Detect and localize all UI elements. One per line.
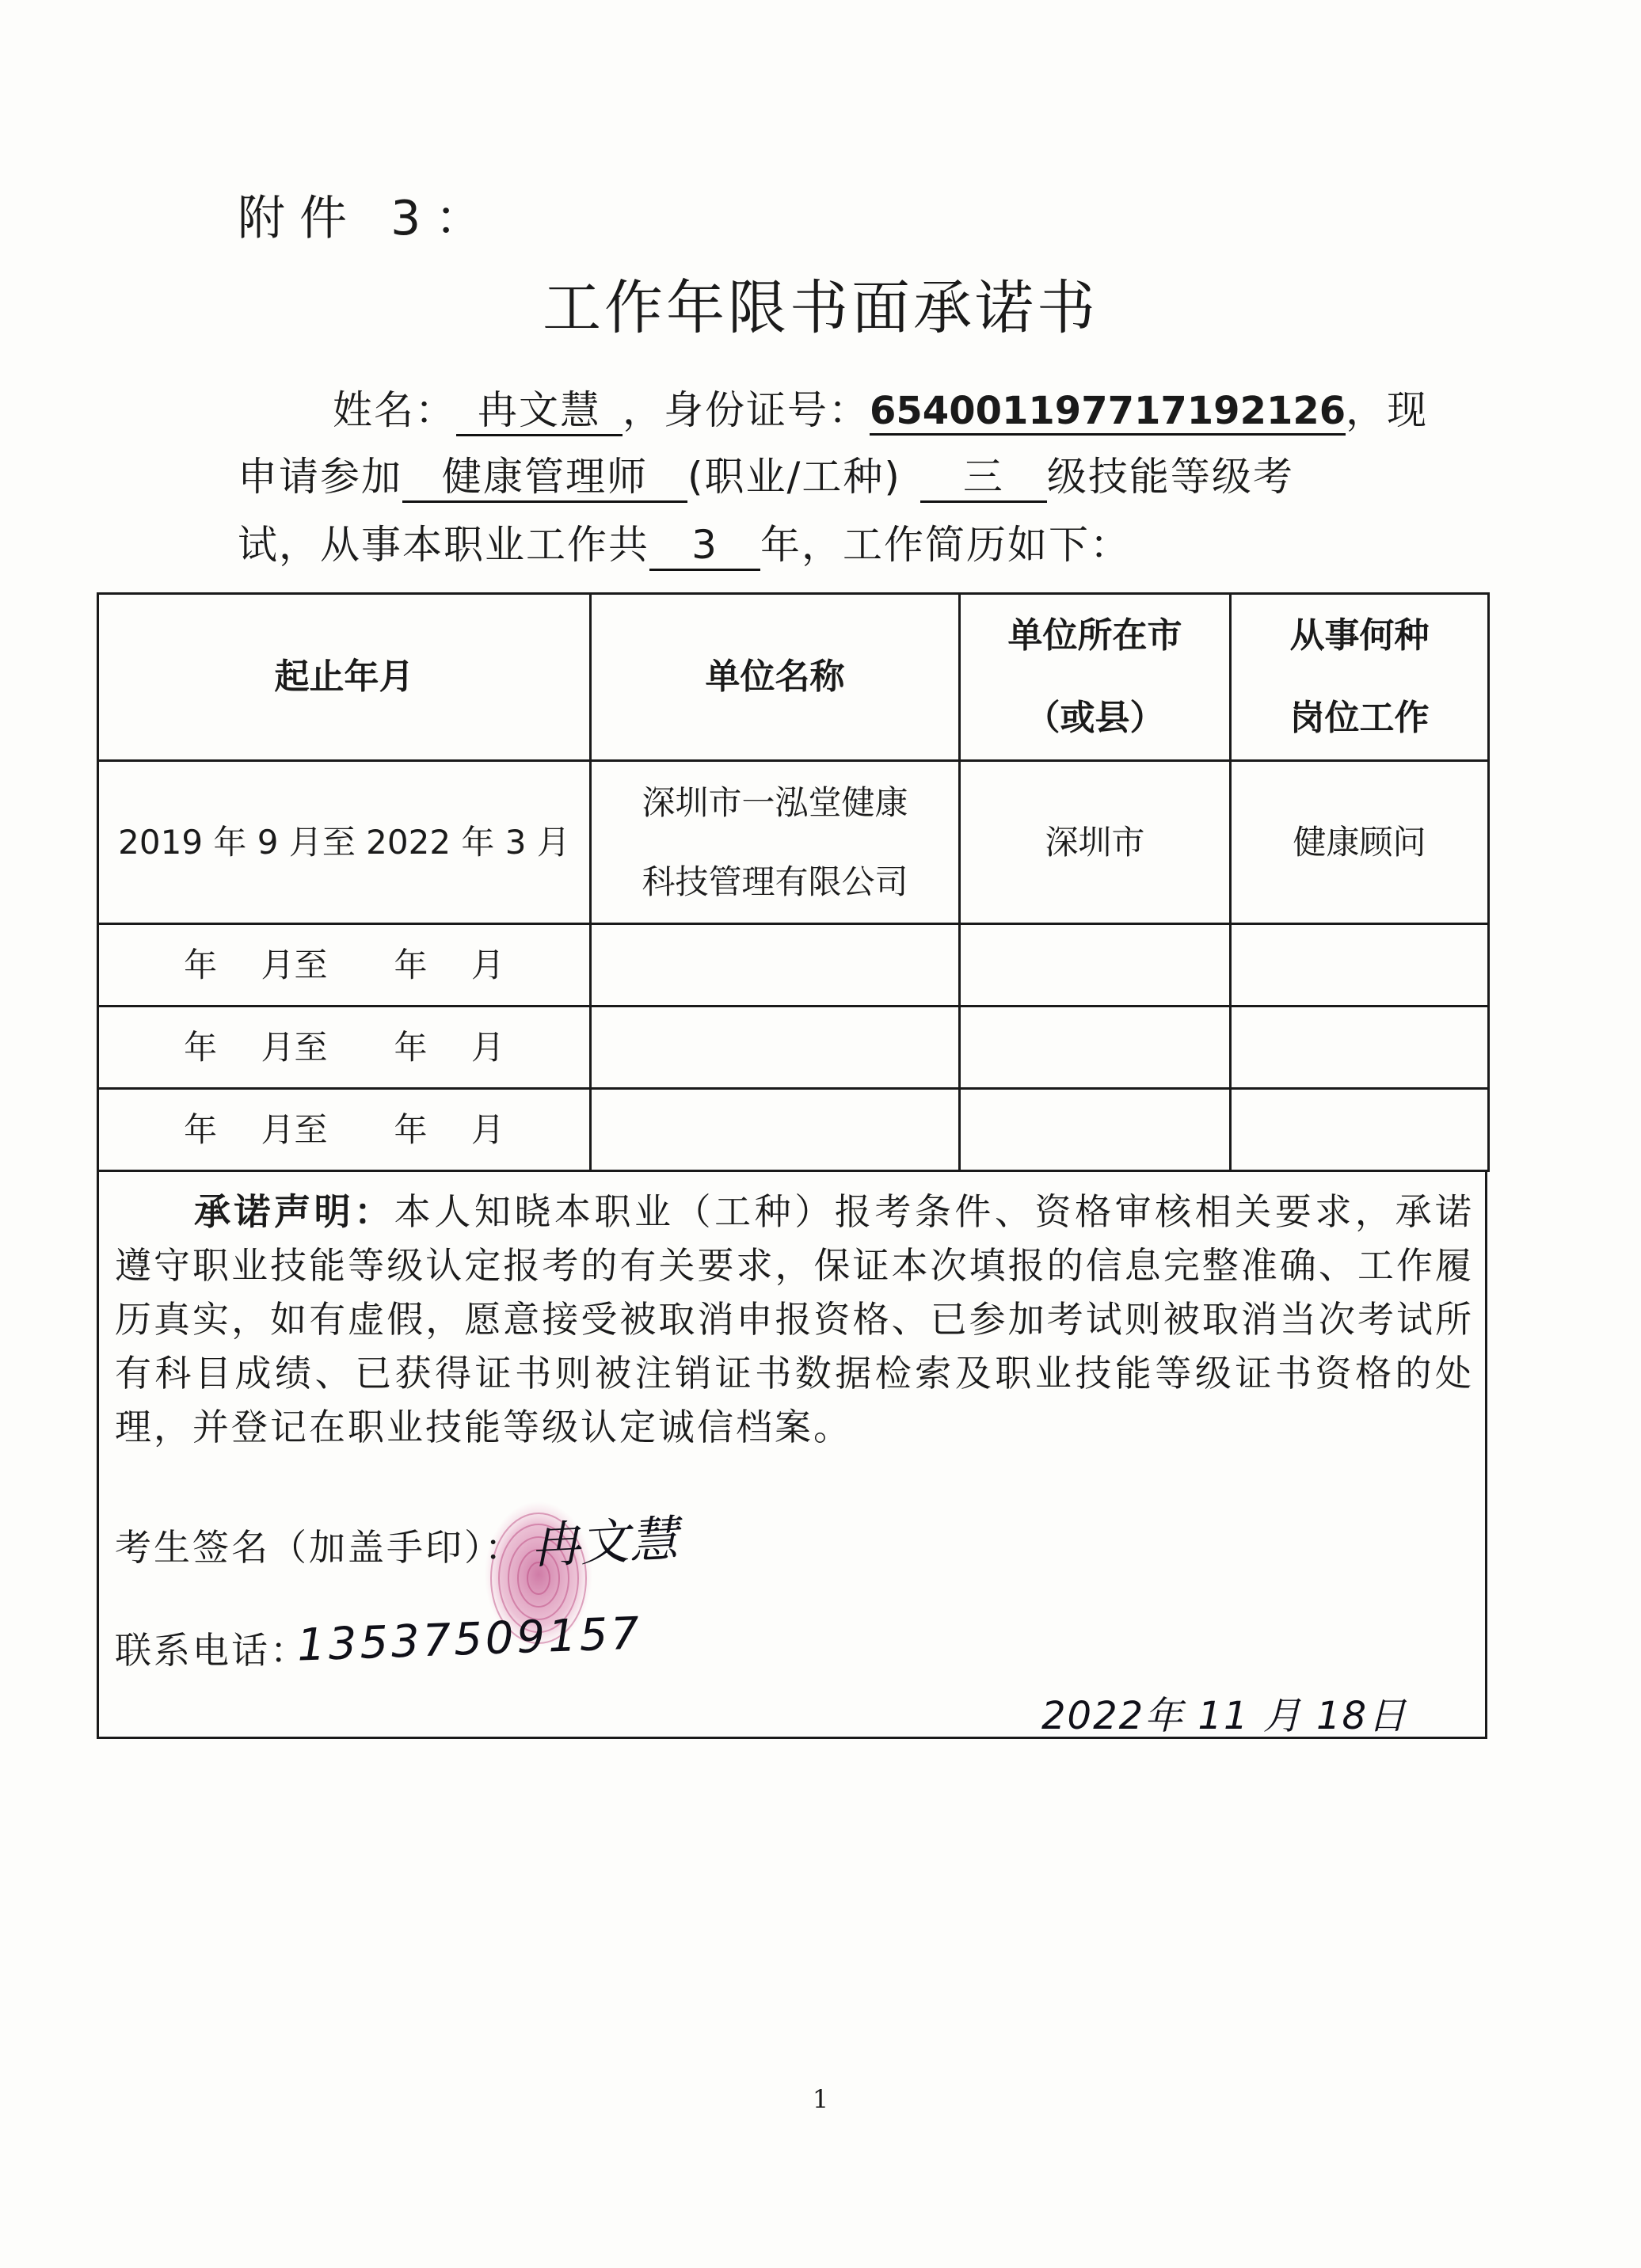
id-label: ，身份证号： bbox=[623, 387, 870, 433]
cell-empty bbox=[960, 1089, 1231, 1171]
cell-empty bbox=[1231, 924, 1489, 1007]
phone-value: 13537509157 bbox=[295, 1608, 643, 1672]
cell-period-empty: 年 月至 年 月 bbox=[98, 1007, 591, 1089]
page-number: 1 bbox=[812, 2084, 829, 2114]
cell-empty bbox=[1231, 1007, 1489, 1089]
level-value: 三 bbox=[920, 453, 1047, 503]
header-city bbox=[960, 594, 1231, 761]
cell-period-empty: 年 月至 年 月 bbox=[98, 1089, 591, 1171]
line1-tail: ，现 bbox=[1346, 387, 1429, 433]
declaration-text bbox=[115, 1185, 1474, 1454]
table-header-row bbox=[98, 594, 1489, 761]
header-unit-name: 单位名称 bbox=[591, 594, 960, 761]
header-position-line2: 岗位工作 bbox=[1289, 698, 1430, 738]
header-period: 起止年月 bbox=[98, 594, 591, 761]
occupation-value: 健康管理师 bbox=[402, 453, 687, 503]
level-suffix: 级技能等级考 bbox=[1046, 454, 1294, 500]
intro-line-1 bbox=[238, 386, 1428, 436]
header-city-line1: 单位所在市 bbox=[1007, 615, 1182, 656]
years-value: 3 bbox=[649, 521, 760, 571]
cell-empty bbox=[591, 924, 960, 1007]
table-row-empty bbox=[98, 1089, 1489, 1171]
cell-empty bbox=[591, 1007, 960, 1089]
cell-position: 健康顾问 bbox=[1231, 761, 1489, 924]
signature-label: 考生签名（加盖手印）： bbox=[115, 1526, 524, 1569]
cell-empty bbox=[591, 1089, 960, 1171]
cell-empty bbox=[960, 924, 1231, 1007]
cell-period: 2019 年 9 月至 2022 年 3 月 bbox=[98, 761, 591, 924]
cell-city: 深圳市 bbox=[960, 761, 1231, 924]
cell-unit-line1: 深圳市一泓堂健康 bbox=[642, 782, 908, 822]
cell-period-empty: 年 月至 年 月 bbox=[98, 924, 591, 1007]
header-position-line1: 从事何种 bbox=[1289, 615, 1430, 656]
table-row-empty bbox=[98, 1007, 1489, 1089]
header-city-line2: （或县） bbox=[1025, 698, 1165, 738]
work-history-table bbox=[97, 592, 1490, 1172]
occupation-suffix: (职业/工种) bbox=[687, 454, 901, 500]
id-number: 654001197717192126 bbox=[870, 389, 1346, 436]
table-row-empty bbox=[98, 924, 1489, 1007]
table-row bbox=[98, 761, 1489, 924]
line3-suffix: 年，工作简历如下： bbox=[760, 522, 1131, 568]
apply-label: 申请参加 bbox=[238, 454, 402, 500]
intro-line-3 bbox=[238, 521, 1131, 571]
header-position bbox=[1231, 594, 1489, 761]
declaration-body: 本人知晓本职业（工种）报考条件、资格审核相关要求，承诺遵守职业技能等级认定报考的有关要求，保证本次填报的信息完整准确、工作履历真实，如有虚假，愿意接受被取消申报资格、已参加考试则被取消当次考试所有科目成绩、已获得证书则被注销证书数据检索及职业技能等级证书资格的处理，并登记在职业技能等级认定诚信档案。 bbox=[115, 1190, 1475, 1448]
handwritten-signature: 冉文慧 bbox=[529, 1509, 680, 1575]
name-value: 冉文慧 bbox=[456, 386, 623, 436]
cell-unit-name bbox=[591, 761, 960, 924]
name-label: 姓名： bbox=[333, 387, 456, 433]
cell-empty bbox=[960, 1007, 1231, 1089]
declaration-label: 承诺声明： bbox=[194, 1190, 394, 1233]
document-title: 工作年限书面承诺书 bbox=[543, 274, 1098, 342]
phone-label: 联系电话： bbox=[115, 1629, 309, 1672]
attachment-label: 附件 3： bbox=[238, 191, 497, 246]
intro-line-2 bbox=[238, 453, 1294, 503]
declaration-box bbox=[97, 1170, 1487, 1739]
signed-date: 2022年 11 月 18日 bbox=[1041, 1694, 1408, 1738]
line3-prefix: 试，从事本职业工作共 bbox=[238, 522, 649, 568]
cell-unit-line2: 科技管理有限公司 bbox=[642, 862, 908, 901]
cell-empty bbox=[1231, 1089, 1489, 1171]
